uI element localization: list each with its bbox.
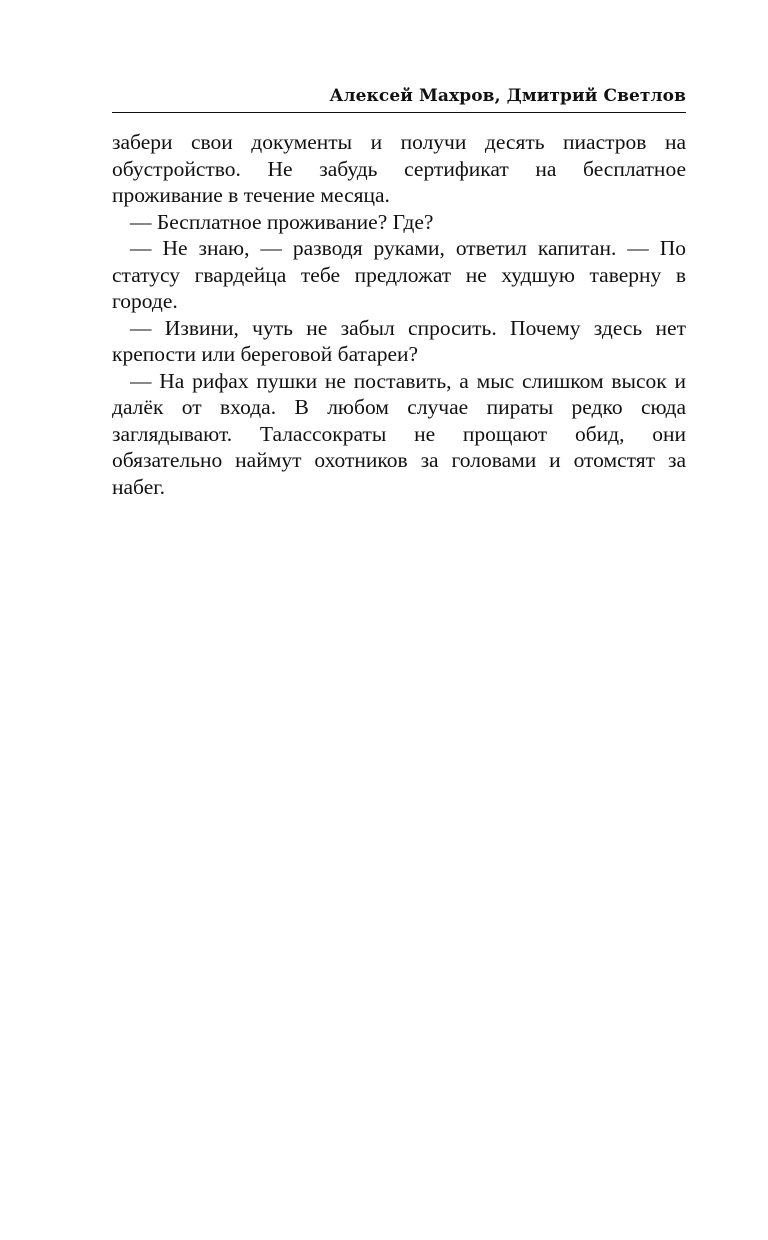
paragraph-dialogue: — Извини, чуть не забыл спросить. Почему здесь нет крепости или береговой батареи? xyxy=(112,315,686,366)
body-text xyxy=(112,129,686,500)
paragraph-dialogue: — Бесплатное проживание? Где? xyxy=(130,209,434,234)
page-content xyxy=(112,84,686,500)
paragraph-dialogue: — На рифах пушки не поставить, а мыс слишком высок и далёк от входа. В любом случае пираты редко сюда заглядывают. Талассократы не прощают обид, они обязательно наймут охотников за головами и отомстят за набег. xyxy=(112,368,686,499)
paragraph-dialogue: — Не знаю, — разводя руками, ответил капитан. — По статусу гвардейца тебе предложат не худшую таверну в городе. xyxy=(112,236,686,313)
paragraph-continuation: забери свои документы и получи десять пиастров на обустройство. Не забудь сертификат на бесплатное проживание в течение месяца. xyxy=(112,130,686,207)
header-rule xyxy=(112,112,686,113)
running-head-authors: Алексей Махров, Дмитрий Светлов xyxy=(329,86,686,106)
